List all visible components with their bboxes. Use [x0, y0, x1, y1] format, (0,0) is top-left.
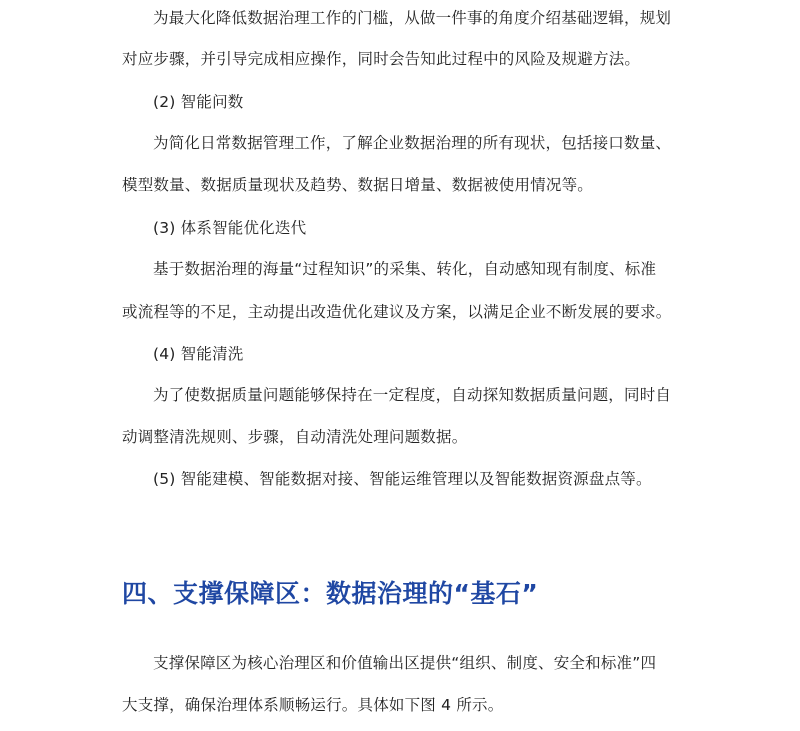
section-heading: 四、支撑保障区：数据治理的“基石”: [122, 579, 539, 608]
section-body-line-1: 支撑保障区为核心治理区和价值输出区提供“组织、制度、安全和标准”四: [153, 654, 657, 672]
item-3-heading: (3) 体系智能优化迭代: [153, 219, 307, 237]
paragraph-1-line-2: 对应步骤，并引导完成相应操作，同时会告知此过程中的风险及规避方法。: [122, 50, 641, 68]
item-4-heading: (4) 智能清洗: [153, 345, 244, 363]
item-5-heading: (5) 智能建模、智能数据对接、智能运维管理以及智能数据资源盘点等。: [153, 470, 652, 488]
paragraph-2-line-2: 模型数量、数据质量现状及趋势、数据日增量、数据被使用情况等。: [122, 176, 594, 194]
item-2-heading: (2) 智能问数: [153, 93, 244, 111]
paragraph-1-line-1: 为最大化降低数据治理工作的门槛，从做一件事的角度介绍基础逻辑，规划: [153, 9, 672, 27]
paragraph-3-line-2: 或流程等的不足，主动提出改造优化建议及方案，以满足企业不断发展的要求。: [122, 303, 672, 321]
section-body-line-2: 大支撑，确保治理体系顺畅运行。具体如下图 4 所示。: [122, 696, 504, 714]
paragraph-4-line-1: 为了使数据质量问题能够保持在一定程度，自动探知数据质量问题，同时自: [153, 386, 672, 404]
paragraph-2-line-1: 为简化日常数据管理工作，了解企业数据治理的所有现状，包括接口数量、: [153, 134, 672, 152]
paragraph-3-line-1: 基于数据治理的海量“过程知识”的采集、转化，自动感知现有制度、标准: [153, 260, 657, 278]
paragraph-4-line-2: 动调整清洗规则、步骤，自动清洗处理问题数据。: [122, 428, 468, 446]
